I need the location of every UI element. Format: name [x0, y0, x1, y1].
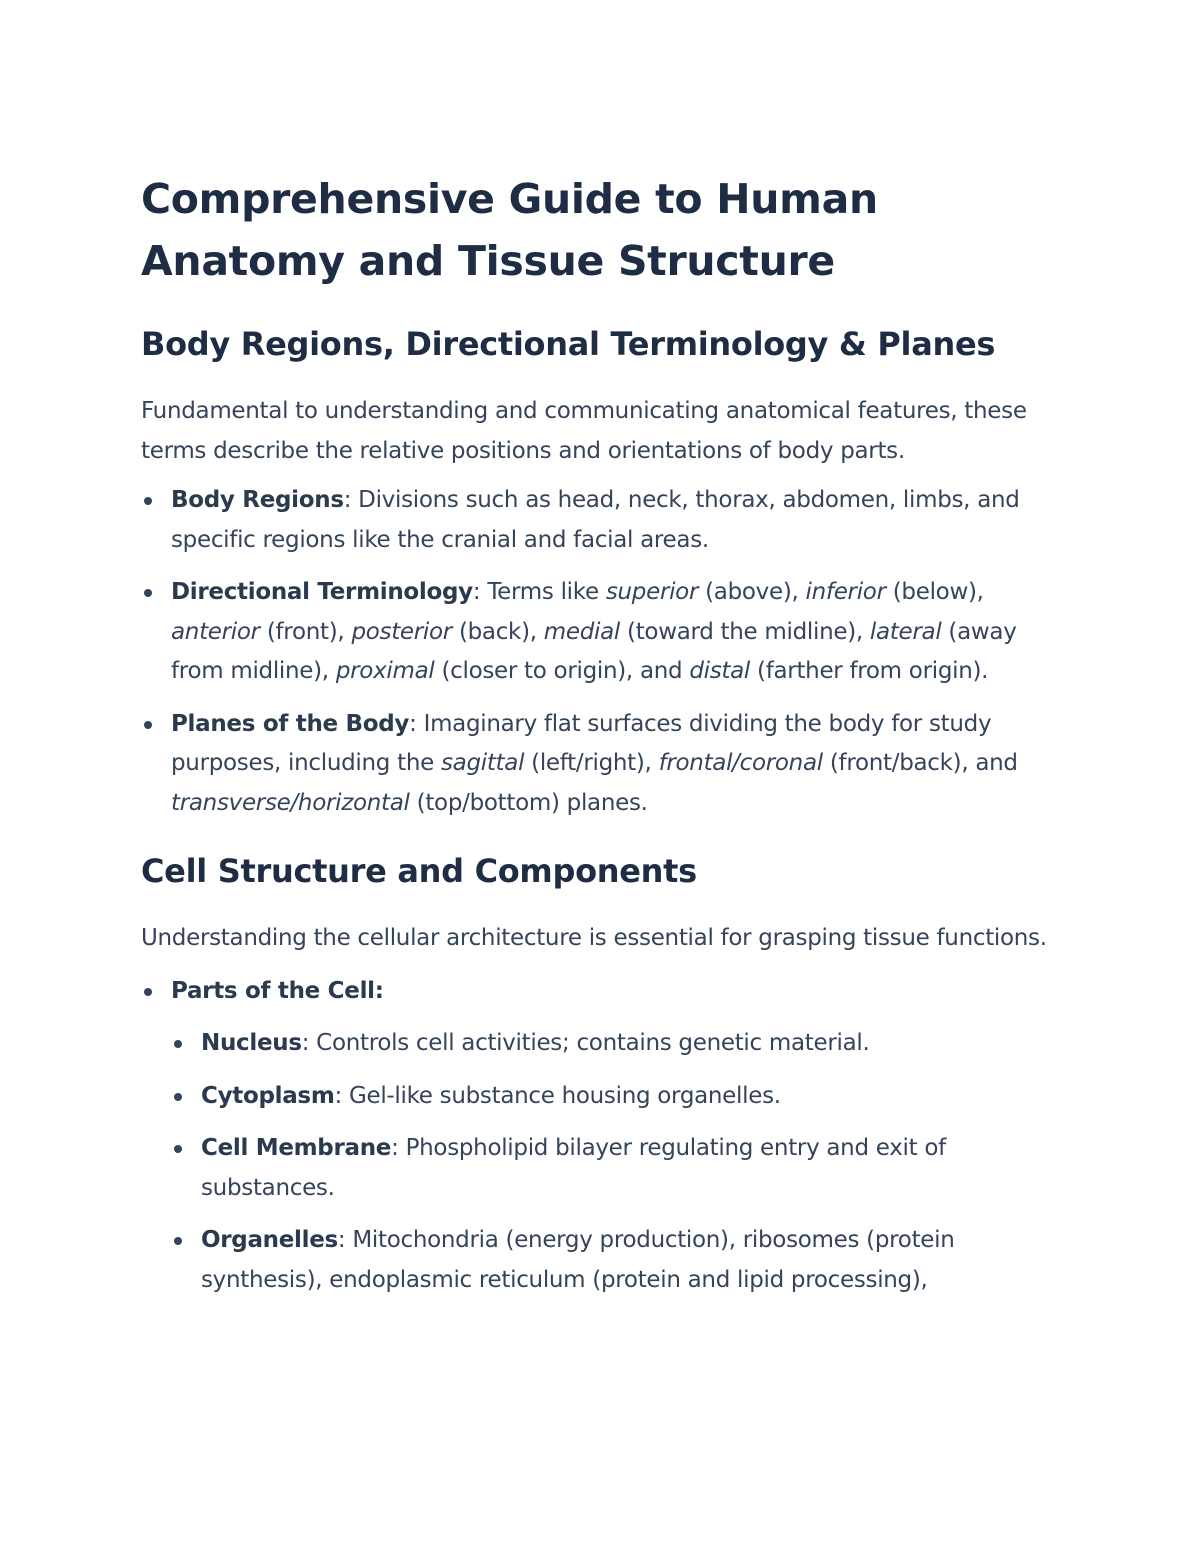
- term-label: Planes of the Body: [171, 710, 410, 737]
- section-heading-cell-structure: Cell Structure and Components: [141, 852, 697, 890]
- term-description: : Gel-like substance housing organelles.: [334, 1082, 781, 1109]
- sublist-item-organelles: [171, 1221, 1071, 1300]
- term-keyword: transverse/horizontal: [171, 789, 410, 816]
- term-keyword: anterior: [171, 618, 260, 645]
- list-item-parts-of-the-cell: [141, 972, 1071, 1301]
- term-description-part: (front),: [259, 618, 352, 645]
- cell-parts-sublist: [171, 1024, 1071, 1300]
- term-keyword: medial: [543, 618, 621, 645]
- list-item-planes-of-the-body: [141, 705, 1071, 824]
- term-label: Body Regions: [171, 487, 344, 513]
- term-keyword: sagittal: [440, 750, 525, 776]
- term-label-suffix: :: [374, 977, 384, 1004]
- cell-parts-list: [141, 972, 1071, 1301]
- sublist-item-nucleus: [171, 1024, 1071, 1064]
- term-label: Nucleus: [201, 1030, 302, 1056]
- list-item-directional-terminology: [141, 573, 1071, 692]
- term-description: : Phospholipid bilayer regulating entry and exit of substances.: [201, 1135, 946, 1201]
- term-keyword: inferior: [805, 579, 886, 605]
- term-label: Organelles: [201, 1227, 338, 1253]
- term-label: Cell Membrane: [201, 1135, 392, 1161]
- term-description-part: : Imaginary flat surfaces dividing the body for study purposes, including the: [171, 710, 992, 776]
- term-label: Parts of the Cell: [171, 977, 375, 1004]
- term-description-part: (front/back), and: [822, 750, 1018, 776]
- term-label: Directional Terminology: [171, 579, 473, 605]
- term-description: : Mitochondria (energy production), ribosomes (protein synthesis), endoplasmic reticulum (protein and lipid processing),: [201, 1227, 955, 1293]
- sublist-item-cell-membrane: [171, 1129, 1071, 1208]
- body-terms-list: [141, 481, 1071, 823]
- term-description: : Controls cell activities; contains genetic material.: [301, 1030, 870, 1056]
- section-intro-body-regions: Fundamental to understanding and communicating anatomical features, these terms describe the relative positions and orientations of body parts.: [141, 398, 1027, 464]
- term-label: Cytoplasm: [201, 1082, 335, 1109]
- term-keyword: superior: [605, 579, 699, 605]
- term-description-part: (left/right),: [524, 750, 659, 776]
- term-description-part: (closer to origin), and: [434, 658, 690, 684]
- term-description: : Divisions such as head, neck, thorax, abdomen, limbs, and specific regions like the cranial and facial areas.: [171, 487, 1020, 553]
- term-description-part: (farther from origin).: [750, 658, 989, 684]
- term-description-part: (above),: [698, 579, 806, 605]
- term-description-part: (below),: [885, 579, 984, 605]
- document-page: [141, 168, 1071, 1313]
- term-keyword: distal: [689, 658, 751, 684]
- term-description-part: (back),: [451, 618, 544, 645]
- section-intro-cell-structure: Understanding the cellular architecture is essential for grasping tissue functions.: [141, 925, 1047, 951]
- term-description-part: (top/bottom) planes.: [409, 789, 648, 816]
- term-keyword: posterior: [351, 618, 452, 645]
- term-keyword: lateral: [869, 618, 942, 645]
- term-description-part: (toward the midline),: [620, 618, 870, 645]
- term-description-part: (away from midline),: [171, 618, 1017, 684]
- section-heading-body-regions: Body Regions, Directional Terminology & Planes: [141, 325, 996, 363]
- term-keyword: proximal: [335, 658, 435, 684]
- sublist-item-cytoplasm: [171, 1077, 1071, 1117]
- list-item-body-regions: [141, 481, 1071, 560]
- term-description-part: : Terms like: [472, 579, 606, 605]
- term-keyword: frontal/coronal: [658, 750, 823, 776]
- document-title: Comprehensive Guide to Human Anatomy and Tissue Structure: [141, 175, 878, 285]
